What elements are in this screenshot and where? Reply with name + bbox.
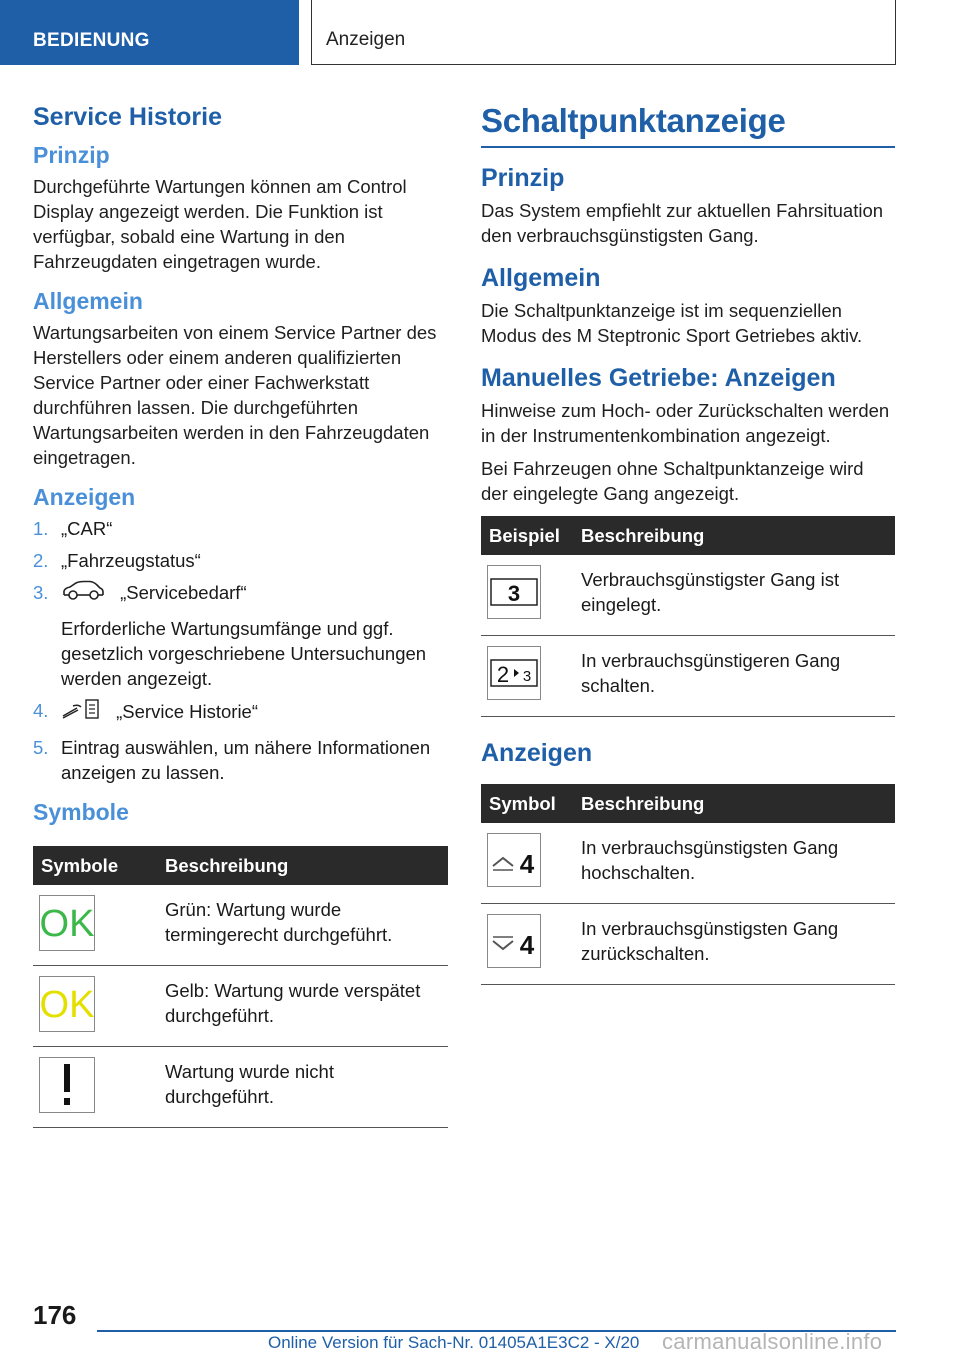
row-desc: In verbrauchsgünstigsten Gang zurückschalten. [573, 904, 895, 985]
chapter-title: Anzeigen [311, 0, 896, 65]
section-tab: BEDIENUNG [0, 0, 299, 65]
ok-yellow-icon [39, 976, 95, 1032]
svg-text:4: 4 [519, 849, 535, 879]
anzeigen-steps [33, 516, 448, 785]
list-item: 5. Eintrag auswählen, um nähere Informationen anzeigen zu lassen. [33, 737, 431, 784]
symbole-table [33, 846, 448, 1128]
anzeigen-table [481, 784, 895, 985]
service-history-icon [61, 698, 101, 728]
row-desc: Verbrauchsgünstigster Gang ist eingelegt. [573, 555, 895, 636]
list-item: 3. „Servicebedarf“ Erforderliche Wartungsumfänge und ggf. gesetzlich vorgeschriebene Untersuchungen werden angezeigt. [33, 582, 427, 690]
row-desc: In verbrauchsgünstigeren Gang schalten. [573, 636, 895, 717]
svg-text:2: 2 [496, 662, 510, 687]
right-column [481, 100, 895, 985]
col-header-beispiel: Beispiel [481, 516, 573, 555]
gear-3-icon [487, 565, 541, 619]
prinzip-text: Durchgeführte Wartungen können am Control Display angezeigt werden. Die Funktion ist verfügbar, sobald eine Wartung in den Fahrzeugdaten eingetragen wurde. [33, 176, 407, 272]
col-header-beschreibung: Beschreibung [573, 516, 895, 555]
col-header-beschreibung: Beschreibung [573, 784, 895, 823]
row-desc: Wartung wurde nicht durchgeführt. [157, 1047, 448, 1128]
prinzip-heading: Prinzip [33, 142, 110, 168]
table-row [33, 1047, 448, 1128]
table-row [481, 823, 895, 904]
ok-green-icon [39, 895, 95, 951]
footer-text: Online Version für Sach-Nr. 01405A1E3C2 - X/20 [268, 1333, 640, 1352]
manuell-text-1: Hinweise zum Hoch- oder Zurückschalten werden in der Instrumentenkombination angezeigt. [481, 400, 890, 446]
allgemein-text: Wartungsarbeiten von einem Service Partner des Herstellers oder einem anderen qualifizierten Service Partner oder einer Fachwerkstatt durchführen lassen. Die durchgeführten Wartungsarbeiten werden in den Fahrzeugdaten eingetragen. [33, 322, 437, 468]
table-row [481, 555, 895, 636]
left-column [33, 100, 448, 1128]
prinzip-text: Das System empfiehlt zur aktuellen Fahrsituation den verbrauchsgünstigsten Gang. [481, 200, 884, 246]
svg-text:3: 3 [522, 668, 532, 685]
svg-text:OK: OK [40, 903, 94, 944]
table-row [33, 966, 448, 1047]
list-item: 1. „CAR“ [33, 518, 113, 539]
watermark: carmanualsonline.info [662, 1329, 883, 1354]
row-desc: In verbrauchsgünstigsten Gang hochschalten. [573, 823, 895, 904]
row-desc: Gelb: Wartung wurde verspätet durchgeführt. [157, 966, 448, 1047]
allgemein-text: Die Schaltpunktanzeige ist im sequenziellen Modus des M Steptronic Sport Getriebes aktiv. [481, 300, 863, 346]
upshift-4-icon [487, 833, 541, 887]
col-header-symbol: Symbol [481, 784, 573, 823]
manuell-heading: Manuelles Getriebe: Anzeigen [481, 364, 836, 392]
schaltpunktanzeige-title: Schaltpunktanzeige [481, 102, 895, 148]
allgemein-heading: Allgemein [33, 288, 143, 314]
allgemein-heading: Allgemein [481, 264, 601, 292]
anzeigen-heading: Anzeigen [33, 484, 136, 510]
service-historie-title: Service Historie [33, 103, 222, 131]
col-header-beschreibung: Beschreibung [157, 846, 448, 885]
exclamation-icon [39, 1057, 95, 1113]
table-row [481, 904, 895, 985]
svg-text:3: 3 [507, 581, 521, 606]
page-number: 176 [33, 1300, 77, 1330]
beispiel-table [481, 516, 895, 717]
table-row [33, 885, 448, 966]
manuell-text-2: Bei Fahrzeugen ohne Schaltpunktanzeige wird der eingelegte Gang angezeigt. [481, 458, 864, 504]
gear-2-to-3-icon [487, 646, 541, 700]
downshift-4-icon [487, 914, 541, 968]
symbole-heading: Symbole [33, 799, 129, 826]
row-desc: Grün: Wartung wurde termingerecht durchgeführt. [157, 885, 448, 966]
prinzip-heading: Prinzip [481, 164, 565, 192]
table-row [481, 636, 895, 717]
svg-text:OK: OK [40, 984, 94, 1025]
anzeigen-heading: Anzeigen [481, 739, 593, 767]
list-item: 2. „Fahrzeugstatus“ [33, 550, 201, 571]
car-icon [61, 580, 105, 608]
svg-text:4: 4 [519, 930, 535, 960]
list-item: 4. „Service Historie“ [33, 698, 448, 728]
col-header-symbole: Symbole [33, 846, 157, 885]
